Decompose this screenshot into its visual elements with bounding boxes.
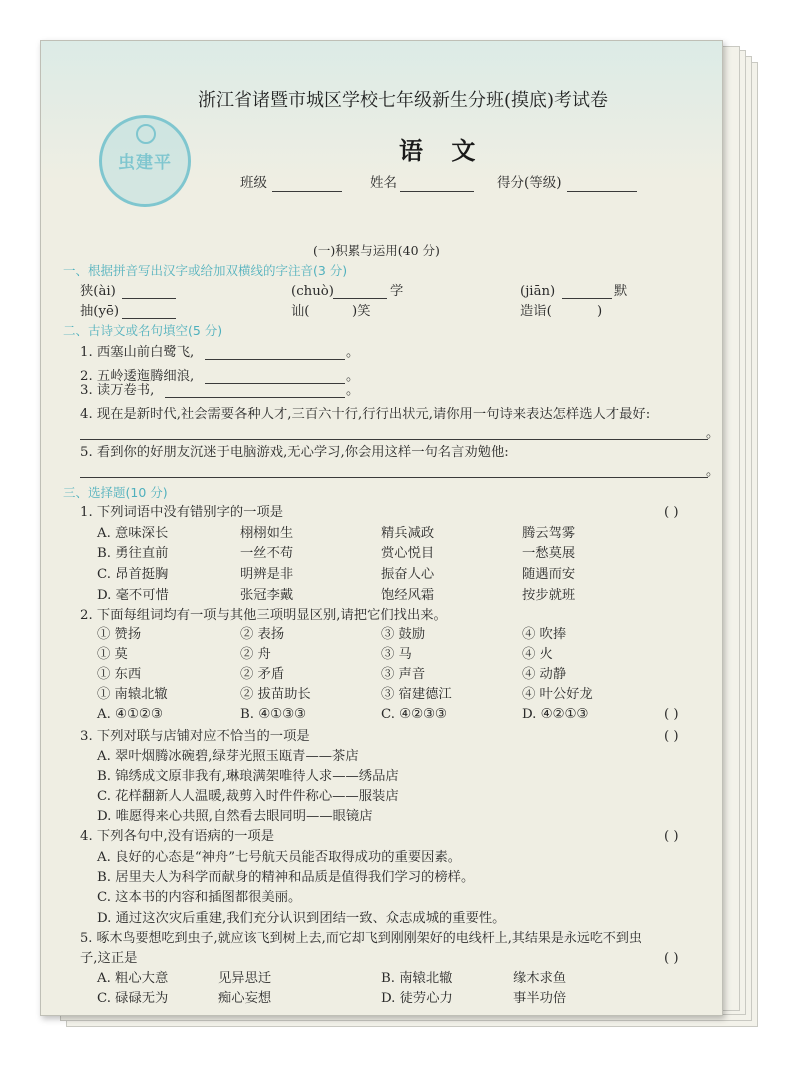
- pinyin-blank-a[interactable]: [122, 298, 176, 299]
- choice-q3-answer-box[interactable]: ( ): [664, 729, 679, 744]
- q1-row-b-col4: 一愁莫展: [522, 546, 576, 561]
- q5-row1-c4: 缘木求鱼: [513, 971, 567, 986]
- pinyin-item-b: (chuò): [291, 284, 334, 299]
- q1-row-a-col3: 精兵减政: [381, 526, 435, 541]
- poem-q5-period: 。: [706, 464, 720, 479]
- q3-option-a: A. 翠叶烟腾冰碗碧,绿芽光照玉瓯青——茶店: [97, 749, 359, 764]
- q2-r1-c4: ④ 吹捧: [522, 627, 567, 642]
- subject-title: 语 文: [399, 136, 486, 165]
- poem-q2: 2. 五岭逶迤腾细浪,: [80, 369, 195, 384]
- q1-row-d-col4: 按步就班: [522, 588, 576, 603]
- name-blank[interactable]: [400, 191, 474, 192]
- q1-row-c-col1: C. 昂首挺胸: [97, 567, 169, 582]
- q2-r2-c4: ④ 火: [522, 647, 553, 662]
- section2-title: 二、古诗文或名句填空(5 分): [63, 323, 223, 338]
- part-title: (一)积累与运用(40 分): [313, 243, 440, 258]
- choice-q5-stem-cont: 子,这正是: [80, 951, 138, 966]
- q5-row2-c1: C. 碌碌无为: [97, 991, 169, 1006]
- q5-row1-c2: 见异思迁: [218, 971, 272, 986]
- q1-row-b-col3: 赏心悦目: [381, 546, 435, 561]
- score-blank[interactable]: [567, 191, 637, 192]
- choice-q2-answer-box[interactable]: ( ): [664, 707, 679, 722]
- q5-row1-c1: A. 粗心大意: [97, 971, 169, 986]
- choice-q1-stem: 1. 下列词语中没有错别字的一项是: [80, 505, 284, 520]
- q1-row-b-col2: 一丝不苟: [240, 546, 294, 561]
- poem-q4-period: 。: [706, 426, 720, 441]
- q2-r3-c3: ③ 声音: [381, 667, 426, 682]
- pinyin-item-c: (jiān): [520, 284, 556, 299]
- choice-q4-stem: 4. 下列各句中,没有语病的一项是: [80, 829, 274, 844]
- choice-q5-answer-box[interactable]: ( ): [664, 951, 679, 966]
- choice-q5-stem: 5. 啄木鸟要想吃到虫子,就应该飞到树上去,而它却飞到刚刚架好的电线杆上,其结果是永远吃不到虫: [80, 931, 642, 946]
- name-label: 姓名: [370, 175, 397, 191]
- q2-r1-c3: ③ 鼓励: [381, 627, 426, 642]
- seal-ring-icon: [136, 124, 156, 144]
- q1-row-c-col3: 振奋人心: [381, 567, 435, 582]
- pinyin-blank-c[interactable]: [562, 298, 612, 299]
- q5-row1-c3: B. 南辕北辙: [381, 971, 453, 986]
- poem-q4: 4. 现在是新时代,社会需要各种人才,三百六十行,行行出状元,请你用一句诗来表达怎样选人才最好:: [80, 407, 651, 422]
- q1-row-c-col4: 随遇而安: [522, 567, 576, 582]
- pinyin-item-b-tail: 学: [390, 284, 404, 299]
- seal-text: 虫建平: [118, 153, 172, 173]
- poem-q3: 3. 读万卷书,: [80, 383, 155, 398]
- poem-q1-blank[interactable]: [205, 359, 345, 360]
- pinyin-item-e-tail: )笑: [352, 304, 371, 319]
- pinyin-item-e: 讪(: [291, 304, 310, 319]
- class-blank[interactable]: [272, 191, 342, 192]
- q3-option-d: D. 唯愿得来心共照,自然看去眼同明——眼镜店: [97, 809, 373, 824]
- q4-option-b: B. 居里夫人为科学而献身的精神和品质是值得我们学习的榜样。: [97, 870, 475, 885]
- poem-q4-blank[interactable]: [80, 439, 708, 440]
- pinyin-item-d: 抽(yē): [80, 304, 120, 319]
- pinyin-item-c-tail: 默: [614, 284, 628, 299]
- q2-r2-c1: ① 莫: [97, 647, 128, 662]
- q2-r2-c3: ③ 马: [381, 647, 412, 662]
- q4-option-a: A. 良好的心态是“神舟”七号航天员能否取得成功的重要因素。: [97, 850, 462, 865]
- poem-q5-blank[interactable]: [80, 477, 708, 478]
- q2-r3-c4: ④ 动静: [522, 667, 567, 682]
- pinyin-item-f-tail: ): [597, 304, 603, 319]
- poem-q1: 1. 西塞山前白鹭飞,: [80, 345, 195, 360]
- q2-option-d: D. ④②①③: [522, 707, 589, 722]
- q5-row2-c2: 痴心妄想: [218, 991, 272, 1006]
- q1-row-a-col4: 腾云驾雾: [522, 526, 576, 541]
- choice-q4-answer-box[interactable]: ( ): [664, 829, 679, 844]
- class-label: 班级: [240, 175, 267, 191]
- q1-row-d-col3: 饱经风霜: [381, 588, 435, 603]
- q4-option-d: D. 通过这次灾后重建,我们充分认识到团结一致、众志成城的重要性。: [97, 911, 506, 926]
- poem-q2-blank[interactable]: [205, 383, 345, 384]
- exam-title: 浙江省诸暨市城区学校七年级新生分班(摸底)考试卷: [198, 90, 609, 111]
- score-label: 得分(等级): [497, 175, 562, 191]
- q2-r2-c2: ② 舟: [240, 647, 271, 662]
- q3-option-b: B. 锦绣成文原非我有,琳琅满架唯待人求——绣品店: [97, 769, 399, 784]
- brand-seal-logo: [99, 115, 191, 207]
- q4-option-c: C. 这本书的内容和插图都很美丽。: [97, 890, 302, 905]
- q2-r4-c3: ③ 宿建德江: [381, 687, 452, 702]
- poem-q2-period: 。: [346, 369, 360, 384]
- q1-row-d-col1: D. 毫不可惜: [97, 588, 169, 603]
- q2-option-b: B. ④①③③: [240, 707, 306, 722]
- q5-row2-c3: D. 徒劳心力: [381, 991, 453, 1006]
- q2-r4-c4: ④ 叶公好龙: [522, 687, 593, 702]
- q2-r4-c2: ② 拔苗助长: [240, 687, 311, 702]
- q2-option-a: A. ④①②③: [97, 707, 163, 722]
- pinyin-blank-d[interactable]: [122, 318, 176, 319]
- pinyin-item-f: 造诣(: [520, 304, 552, 319]
- q2-r4-c1: ① 南辕北辙: [97, 687, 168, 702]
- choice-q2-stem: 2. 下面每组词均有一项与其他三项明显区别,请把它们找出来。: [80, 608, 447, 623]
- q2-r1-c1: ① 赞扬: [97, 627, 142, 642]
- q2-r3-c2: ② 矛盾: [240, 667, 285, 682]
- q1-row-b-col1: B. 勇往直前: [97, 546, 169, 561]
- pinyin-item-a: 狭(ài): [80, 284, 116, 299]
- poem-q1-period: 。: [346, 345, 360, 360]
- poem-q5: 5. 看到你的好朋友沉迷于电脑游戏,无心学习,你会用这样一句名言劝勉他:: [80, 445, 509, 460]
- q2-r1-c2: ② 表扬: [240, 627, 285, 642]
- choice-q1-answer-box[interactable]: ( ): [664, 505, 679, 520]
- q1-row-d-col2: 张冠李戴: [240, 588, 294, 603]
- q1-row-c-col2: 明辨是非: [240, 567, 294, 582]
- q3-option-c: C. 花样翻新人人温暖,裁剪入时件件称心——服装店: [97, 789, 399, 804]
- q2-option-c: C. ④②③③: [381, 707, 447, 722]
- section3-title: 三、选择题(10 分): [63, 485, 168, 500]
- poem-q3-period: 。: [346, 383, 360, 398]
- q2-r3-c1: ① 东西: [97, 667, 142, 682]
- pinyin-blank-b[interactable]: [333, 298, 387, 299]
- q1-row-a-col2: 栩栩如生: [240, 526, 294, 541]
- q1-row-a-col1: A. 意味深长: [97, 526, 169, 541]
- choice-q3-stem: 3. 下列对联与店铺对应不恰当的一项是: [80, 729, 310, 744]
- poem-q3-blank[interactable]: [165, 397, 345, 398]
- q5-row2-c4: 事半功倍: [513, 991, 567, 1006]
- section1-title: 一、根据拼音写出汉字或给加双横线的字注音(3 分): [63, 263, 348, 278]
